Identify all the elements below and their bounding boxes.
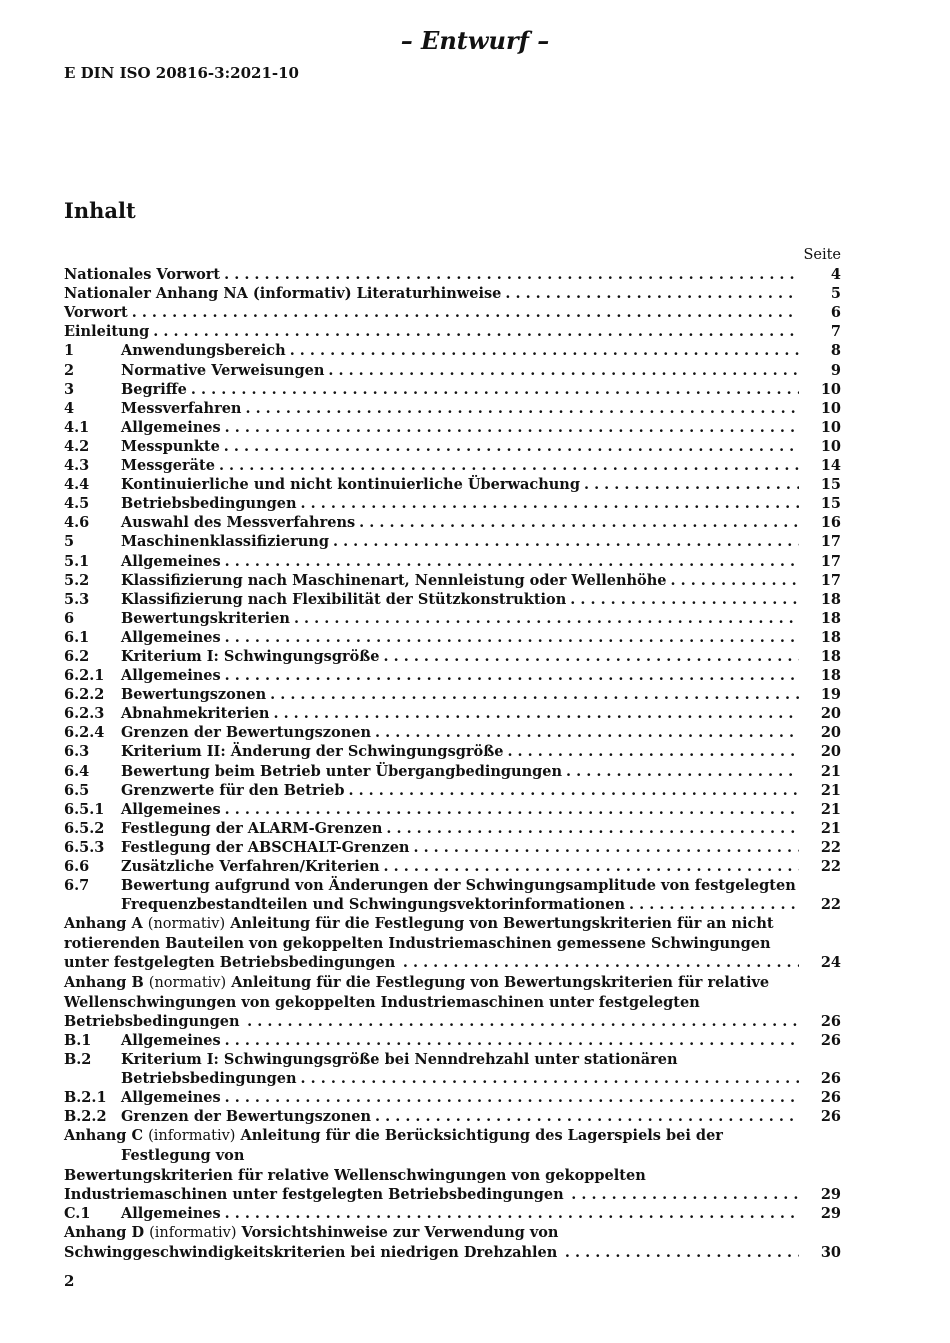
toc-entry-title [64, 322, 799, 341]
toc-entry[interactable] [64, 666, 841, 685]
toc-entry-title [121, 380, 799, 399]
toc-entry-line: Normative Verweisungen [121, 361, 325, 379]
toc-entry-line: Bewertungskriterien für relative Wellenschwingungen von gekoppelten [64, 1166, 646, 1184]
annex-label: Anhang D [64, 1223, 145, 1241]
toc-entry-title [121, 762, 799, 781]
toc-entry-page: 17 [820, 552, 841, 570]
toc-entry[interactable] [64, 303, 841, 322]
annex-type: (informativ) [149, 1224, 237, 1241]
toc-entry[interactable] [64, 552, 841, 571]
toc-entry-title [121, 609, 799, 628]
dot-leader [224, 265, 799, 284]
toc-entry-number: 2 [64, 361, 75, 379]
toc-entry-number: 6.7 [64, 877, 90, 895]
dot-leader [132, 303, 799, 322]
annex-type: (normativ) [147, 916, 226, 933]
toc-entry-number: 3 [64, 380, 75, 398]
toc-entry-page: 7 [830, 323, 841, 341]
toc-entry[interactable] [64, 857, 841, 876]
toc-entry-line: Kontinuierliche und nicht kontinuierliche Überwachung [121, 476, 580, 494]
toc-entry[interactable] [64, 742, 841, 761]
toc-entry-title [121, 456, 799, 475]
toc-entry-number: B.1 [64, 1031, 92, 1049]
toc-entry-line: Kriterium I: Schwingungsgröße bei Nenndrehzahl unter stationären [121, 1050, 678, 1068]
page-title: Inhalt [64, 198, 136, 223]
toc-entry-title [121, 800, 799, 819]
annex-label: Anhang C [64, 1127, 143, 1145]
toc-entry[interactable] [64, 609, 841, 628]
toc-entry-line: Anleitung für die Berücksichtigung des Lagerspiels bei der Festlegung von [121, 1127, 723, 1165]
toc-entry-number: 6.5 [64, 781, 90, 799]
toc-entry-number: 6.6 [64, 858, 90, 875]
toc-entry-line: Zusätzliche Verfahren/Kriterien [121, 858, 380, 875]
toc-entry-number: 4.2 [64, 437, 90, 455]
toc-entry-title [121, 685, 799, 704]
table-of-contents [64, 246, 841, 1262]
toc-entry-page: 20 [820, 705, 841, 723]
toc-entry[interactable] [64, 800, 841, 819]
toc-entry[interactable] [64, 1050, 841, 1088]
toc-entry-number: 4.3 [64, 457, 90, 475]
toc-entry-page: 17 [820, 533, 841, 551]
toc-entry-title [121, 1107, 799, 1126]
toc-entry[interactable] [64, 437, 841, 456]
page-number: 2 [64, 1272, 75, 1290]
toc-entry-number: 6.2.1 [64, 667, 105, 685]
toc-entry-title [64, 265, 799, 284]
toc-entry-number: 6.5.1 [64, 800, 105, 818]
toc-entry-line: Bewertungszonen [121, 686, 267, 704]
toc-entry-title [121, 628, 799, 647]
toc-entry-page: 10 [820, 399, 841, 417]
dot-leader [290, 341, 799, 360]
toc-entry-line: Abnahmekriterien [121, 705, 270, 723]
toc-entry-title [121, 552, 799, 571]
toc-entry-page: 19 [820, 686, 841, 704]
toc-entry-title [121, 876, 799, 914]
toc-entry-line: Allgemeines [121, 667, 221, 685]
toc-entry-title [64, 914, 799, 972]
dot-leader [386, 819, 799, 838]
toc-entry-line: Nationaler Anhang NA (informativ) Literaturhinweise [64, 285, 502, 303]
dot-leader [505, 284, 799, 303]
toc-entry-line: Industriemaschinen unter festgelegten Betriebsbedingungen [64, 1185, 564, 1203]
dot-leader [507, 742, 799, 761]
toc-entry-page: 26 [820, 1012, 841, 1030]
dot-leader [359, 513, 799, 532]
annex-label: Anhang B [64, 973, 144, 991]
toc-entry-line: Auswahl des Messverfahrens [121, 514, 356, 532]
toc-entry-page: 8 [830, 342, 841, 360]
dot-leader [225, 800, 799, 819]
toc-entry-title [121, 666, 799, 685]
toc-entry-line: Anleitung für die Festlegung von Bewertungskriterien für relative [231, 973, 770, 991]
toc-entry[interactable] [64, 685, 841, 704]
toc-entry-page: 24 [820, 954, 841, 972]
toc-entry-line: rotierenden Bauteilen von gekoppelten Industriemaschinen gemessene Schwingungen [64, 935, 771, 953]
toc-entry-page: 21 [820, 781, 841, 799]
toc-entry-page: 29 [820, 1185, 841, 1203]
toc-entry[interactable] [64, 494, 841, 513]
toc-entry-title [121, 590, 799, 609]
dot-leader [566, 762, 799, 781]
toc-entry-page: 22 [820, 838, 841, 856]
dot-leader [219, 456, 799, 475]
toc-entry-number: 4.6 [64, 514, 90, 532]
toc-entry[interactable] [64, 571, 841, 590]
toc-entry[interactable] [64, 781, 841, 800]
toc-entry-line: Grenzwerte für den Betrieb [121, 781, 345, 799]
toc-entry-page: 26 [820, 1108, 841, 1126]
toc-entry[interactable] [64, 914, 841, 972]
draft-banner: – Entwurf – [400, 26, 550, 55]
toc-entry-line: Allgemeines [121, 628, 221, 646]
annex-type: (informativ) [148, 1128, 236, 1145]
dot-leader [153, 322, 799, 341]
toc-entry-title [121, 742, 799, 761]
toc-entry-title [121, 857, 799, 876]
dot-leader [301, 1069, 799, 1088]
dot-leader [333, 532, 799, 551]
toc-entry-number: 6 [64, 609, 75, 627]
toc-entry[interactable] [64, 1126, 841, 1203]
toc-entry-title [121, 418, 799, 437]
dot-leader [225, 666, 799, 685]
toc-entry-page: 16 [820, 514, 841, 532]
dot-leader [245, 399, 799, 418]
toc-entry[interactable] [64, 1031, 841, 1050]
toc-entry-line: Allgemeines [121, 1031, 221, 1049]
toc-entry-line: Einleitung [64, 323, 150, 341]
toc-entry[interactable] [64, 399, 841, 418]
dot-leader [375, 1107, 799, 1126]
toc-entry-line: Bewertung beim Betrieb unter Übergangbedingungen [121, 762, 563, 780]
toc-entry-page: 18 [820, 590, 841, 608]
toc-entry-line: Betriebsbedingungen [64, 1012, 240, 1030]
annex-type: (normativ) [148, 974, 227, 991]
toc-entry-page: 26 [820, 1089, 841, 1107]
dot-leader [629, 895, 799, 914]
dot-leader [413, 838, 799, 857]
toc-entry[interactable] [64, 341, 841, 360]
toc-entry[interactable] [64, 1223, 841, 1262]
toc-entry-number: B.2.1 [64, 1089, 107, 1107]
toc-entry-page: 10 [820, 380, 841, 398]
toc-entry-title [121, 781, 799, 800]
toc-entry-number: B.2 [64, 1050, 92, 1068]
dot-leader [225, 552, 799, 571]
toc-entry-line: Wellenschwingungen von gekoppelten Industriemaschinen unter festgelegten [64, 993, 700, 1011]
toc-entry-number: 6.3 [64, 743, 90, 761]
toc-entry-line: Festlegung der ABSCHALT-Grenzen [121, 838, 410, 856]
toc-entry[interactable] [64, 265, 841, 284]
toc-entry[interactable] [64, 1107, 841, 1126]
toc-entry-title [121, 494, 799, 513]
dot-leader [328, 361, 799, 380]
toc-entry-title [121, 1204, 799, 1223]
toc-entry-title [121, 1031, 799, 1050]
toc-entry-number: 6.4 [64, 762, 90, 780]
toc-entry-line: Festlegung der ALARM-Grenzen [121, 819, 383, 837]
dot-leader [225, 1088, 799, 1107]
toc-entry-page: 30 [820, 1243, 841, 1261]
toc-entry-line: Allgemeines [121, 1089, 221, 1107]
toc-entry-line: Klassifizierung nach Flexibilität der Stützkonstruktion [121, 590, 567, 608]
toc-entry-title [121, 399, 799, 418]
dot-leader [225, 1204, 799, 1223]
toc-entry-number: 1 [64, 342, 75, 360]
toc-entry[interactable] [64, 838, 841, 857]
toc-entry-line: Vorsichtshinweise zur Verwendung von [241, 1223, 559, 1241]
toc-entry-number: 5.3 [64, 590, 90, 608]
toc-entry-page: 14 [820, 457, 841, 475]
toc-entry-title [121, 819, 799, 838]
toc-entry-page: 15 [820, 476, 841, 494]
toc-entry-number: 4.1 [64, 418, 90, 436]
toc-entry-number: 6.1 [64, 628, 90, 646]
toc-entry-line: Betriebsbedingungen [121, 1070, 297, 1088]
toc-entry-line: Messverfahren [121, 399, 242, 417]
toc-entry-line: Bewertung aufgrund von Änderungen der Schwingungsamplitude von festgelegten [121, 877, 796, 895]
toc-entry-title [121, 1050, 799, 1088]
toc-entry-title [121, 475, 799, 494]
dot-leader [570, 590, 799, 609]
toc-entry[interactable] [64, 322, 841, 341]
page-column-label: Seite [803, 247, 841, 263]
toc-entry-number: 6.2.2 [64, 686, 105, 704]
dot-leader [191, 380, 799, 399]
dot-leader [270, 685, 799, 704]
toc-entry-page: 10 [820, 418, 841, 436]
toc-entry[interactable] [64, 647, 841, 666]
toc-entry-page: 6 [830, 304, 841, 322]
toc-entry-title [121, 838, 799, 857]
toc-entry-number: 5.2 [64, 571, 90, 589]
toc-entry-line: Allgemeines [121, 1204, 221, 1222]
toc-entry-page: 18 [820, 609, 841, 627]
toc-entry-title [121, 647, 799, 666]
toc-entry[interactable] [64, 628, 841, 647]
toc-entry[interactable] [64, 1204, 841, 1223]
toc-entry[interactable] [64, 475, 841, 494]
toc-entry-number: B.2.2 [64, 1108, 107, 1126]
toc-entry[interactable] [64, 532, 841, 551]
toc-entry-line: unter festgelegten Betriebsbedingungen [64, 954, 396, 972]
toc-entry[interactable] [64, 284, 841, 303]
toc-entry[interactable] [64, 973, 841, 1031]
toc-entry-title [121, 513, 799, 532]
toc-entry-page: 5 [830, 285, 841, 303]
toc-entry-line: Betriebsbedingungen [121, 495, 297, 513]
toc-entry-page: 22 [820, 858, 841, 875]
toc-entry-title [121, 361, 799, 380]
toc-entry-page: 18 [820, 628, 841, 646]
dot-leader [301, 494, 799, 513]
toc-entry-number: 6.5.2 [64, 819, 105, 837]
dot-leader [273, 704, 799, 723]
toc-entry[interactable] [64, 819, 841, 838]
dot-leader [225, 628, 799, 647]
dot-leader [225, 1031, 799, 1050]
toc-entry-line: Kriterium II: Änderung der Schwingungsgröße [121, 743, 504, 761]
toc-entry-title [121, 571, 799, 590]
dot-leader [584, 475, 799, 494]
toc-entry-line: Anwendungsbereich [121, 342, 286, 360]
toc-entry-line: Nationales Vorwort [64, 266, 221, 284]
toc-entry[interactable] [64, 762, 841, 781]
toc-entry[interactable] [64, 590, 841, 609]
toc-entry-page: 18 [820, 667, 841, 685]
toc-entry-number: C.1 [64, 1204, 91, 1222]
toc-entry-number: 5.1 [64, 552, 90, 570]
toc-entry-page: 22 [820, 896, 841, 914]
toc-entry-page: 21 [820, 819, 841, 837]
dot-leader [348, 781, 799, 800]
toc-entry-line: Klassifizierung nach Maschinenart, Nennleistung oder Wellenhöhe [121, 571, 667, 589]
toc-entry[interactable] [64, 876, 841, 914]
toc-entry-line: Grenzen der Bewertungszonen [121, 724, 372, 742]
toc-entry-title [121, 341, 799, 360]
toc-entry-title [64, 1126, 799, 1203]
toc-entry-line: Frequenzbestandteilen und Schwingungsvektorinformationen [121, 896, 626, 914]
dot-leader [294, 609, 799, 628]
dot-leader [399, 953, 799, 972]
toc-entry-page: 10 [820, 437, 841, 455]
toc-entry-number: 4.4 [64, 476, 90, 494]
dot-leader [384, 857, 799, 876]
toc-entry-number: 5 [64, 533, 75, 551]
toc-entry-page: 29 [820, 1204, 841, 1222]
toc-entry-title [64, 284, 799, 303]
annex-label: Anhang A [64, 915, 143, 933]
toc-entry-line: Begriffe [121, 380, 187, 398]
toc-entry[interactable] [64, 418, 841, 437]
toc-entry-line: Messgeräte [121, 457, 215, 475]
toc-entry-title [64, 303, 799, 322]
document-id: E DIN ISO 20816-3:2021-10 [64, 64, 299, 82]
toc-entry-title [121, 723, 799, 742]
toc-entry-page: 20 [820, 743, 841, 761]
toc-entry-title [121, 437, 799, 456]
toc-entry-title [64, 1223, 799, 1262]
toc-entry-number: 6.2 [64, 647, 90, 665]
toc-entry-line: Allgemeines [121, 552, 221, 570]
toc-entry[interactable] [64, 513, 841, 532]
toc-entry-line: Allgemeines [121, 418, 221, 436]
toc-entry-number: 4 [64, 399, 75, 417]
toc-entry-number: 4.5 [64, 495, 90, 513]
toc-entry-page: 20 [820, 724, 841, 742]
toc-entry-line: Bewertungskriterien [121, 609, 290, 627]
toc-entries [64, 265, 841, 1262]
toc-entry[interactable] [64, 704, 841, 723]
toc-entry[interactable] [64, 456, 841, 475]
toc-entry-page: 21 [820, 800, 841, 818]
toc-entry-line: Vorwort [64, 304, 128, 322]
toc-entry-title [64, 973, 799, 1031]
toc-entry-number: 6.2.4 [64, 724, 105, 742]
toc-entry-title [121, 704, 799, 723]
toc-entry-page: 18 [820, 647, 841, 665]
dot-leader [568, 1185, 799, 1204]
dot-leader [384, 647, 799, 666]
toc-entry-line: Allgemeines [121, 800, 221, 818]
toc-entry-page: 17 [820, 571, 841, 589]
toc-entry-line: Kriterium I: Schwingungsgröße [121, 647, 380, 665]
toc-entry[interactable] [64, 380, 841, 399]
toc-entry-page: 4 [830, 266, 841, 284]
dot-leader [224, 437, 799, 456]
toc-entry[interactable] [64, 723, 841, 742]
toc-entry-page: 26 [820, 1031, 841, 1049]
toc-entry-page: 26 [820, 1070, 841, 1088]
toc-entry-number: 6.5.3 [64, 838, 105, 856]
toc-entry-title [121, 1088, 799, 1107]
toc-entry-page: 9 [830, 361, 841, 379]
dot-leader [375, 723, 799, 742]
dot-leader [561, 1243, 799, 1262]
toc-entry-title [121, 532, 799, 551]
toc-entry-line: Schwinggeschwindigkeitskriterien bei niedrigen Drehzahlen [64, 1243, 558, 1261]
toc-entry-page: 21 [820, 762, 841, 780]
toc-entry-line: Anleitung für die Festlegung von Bewertungskriterien für an nicht [230, 915, 774, 933]
toc-entry-line: Maschinenklassifizierung [121, 533, 329, 551]
toc-entry-number: 6.2.3 [64, 705, 105, 723]
toc-entry-page: 15 [820, 495, 841, 513]
dot-leader [671, 571, 800, 590]
toc-entry-line: Messpunkte [121, 437, 220, 455]
dot-leader [244, 1012, 799, 1031]
toc-entry[interactable] [64, 361, 841, 380]
toc-entry[interactable] [64, 1088, 841, 1107]
toc-entry-line: Grenzen der Bewertungszonen [121, 1108, 372, 1126]
dot-leader [225, 418, 799, 437]
